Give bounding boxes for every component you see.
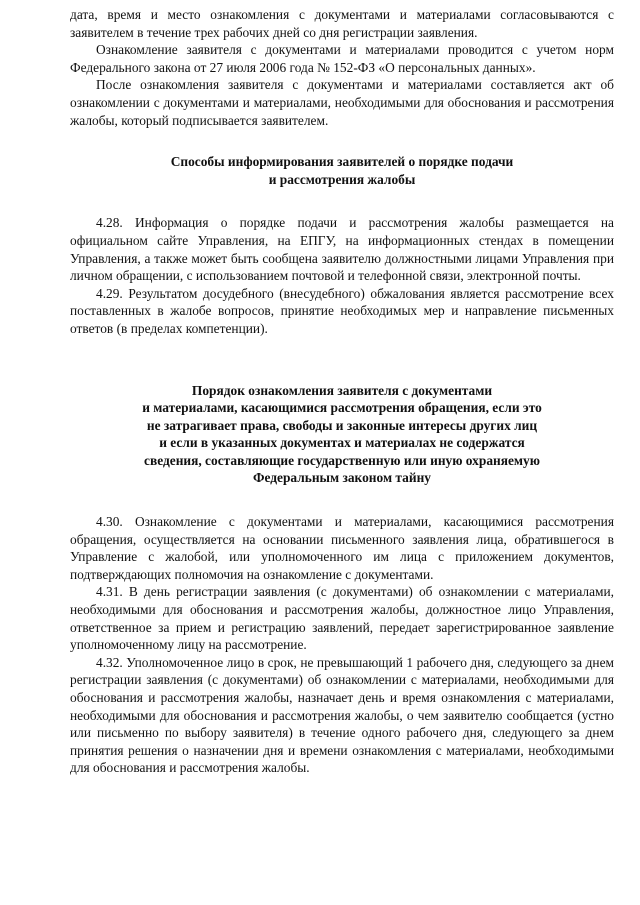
paragraph-4-29: 4.29. Результатом досудебного (внесудебного) обжалования является рассмотрение всех поставленных в жалобе вопросов, принятие необходимых мер и направление письменных ответов (в пределах компетенции). [70, 285, 614, 336]
heading-line: не затрагивает права, свободы и законные интересы других лиц [146, 417, 538, 433]
paragraph-4-28: 4.28. Информация о порядке подачи и рассмотрения жалобы размещается на официальном сайте Управления, на ЕПГУ, на информационных стендах в помещении Управления, а также может быть сообщена заявителю должностными лицами Управления при личном обращении, с использованием почтовой и телефонной связи, электронной почты. [70, 215, 614, 284]
heading-line: Способы информирования заявителей о порядке подачи [170, 154, 514, 170]
paragraph-personal-data: Ознакомление заявителя с документами и материалами проводится с учетом норм Федерального закона от 27 июля 2006 года № 152-ФЗ «О персональных данных». [70, 42, 614, 75]
heading-informing-methods [70, 153, 614, 188]
paragraph-act: После ознакомления заявителя с документами и материалами составляется акт об ознакомлении с документами и материалами, необходимыми для обоснования и рассмотрения жалобы, который подписывается заявителем. [70, 77, 614, 128]
heading-line: Порядок ознакомления заявителя с документами [191, 382, 493, 398]
paragraph-4-30: 4.30. Ознакомление с документами и материалами, касающимися рассмотрения обращения, осуществляется на основании письменного заявления лица, обратившегося в Управление с жалобой, или уполномоченного им лица с приложением документов, подтверждающих полномочия на ознакомление с документами. [70, 514, 614, 582]
paragraph-4-32: 4.32. Уполномоченное лицо в срок, не превышающий 1 рабочего дня, следующего за днем регистрации заявления (с документами) об ознакомлении с материалами, необходимыми для обоснования и рассмотрения жалобы, назначает день и время ознакомления с материалами, необходимыми для обоснования и рассмотрения жалобы, о чем заявителю сообщается (устно или письменно по выбору заявителя) в течение одного рабочего дня, следующего за днем принятия решения о назначении дня и времени ознакомления с материалами, необходимыми для обоснования и рассмотрения жалобы. [70, 654, 614, 776]
paragraph-continuation: дата, время и место ознакомления с документами и материалами согласовываются с заявителем в течение трех рабочих дней со дня регистрации заявления. [70, 7, 614, 40]
heading-line: Федеральным законом тайну [253, 470, 431, 486]
heading-line: и материалами, касающимися рассмотрения обращения, если это [142, 400, 542, 416]
heading-line: и если в указанных документах и материалах не содержатся [159, 435, 525, 451]
heading-familiarization-procedure [70, 382, 614, 488]
heading-line: сведения, составляющие государственную или иную охраняемую [144, 452, 540, 468]
heading-line: и рассмотрения жалобы [268, 171, 416, 187]
paragraph-4-31: 4.31. В день регистрации заявления (с документами) об ознакомлении с материалами, необходимыми для обоснования и рассмотрения жалобы, должностное лицо Управления, ответственное за прием и регистрацию заявлений, передает зарегистрированное заявление уполномоченному лицу на рассмотрение. [70, 584, 614, 653]
